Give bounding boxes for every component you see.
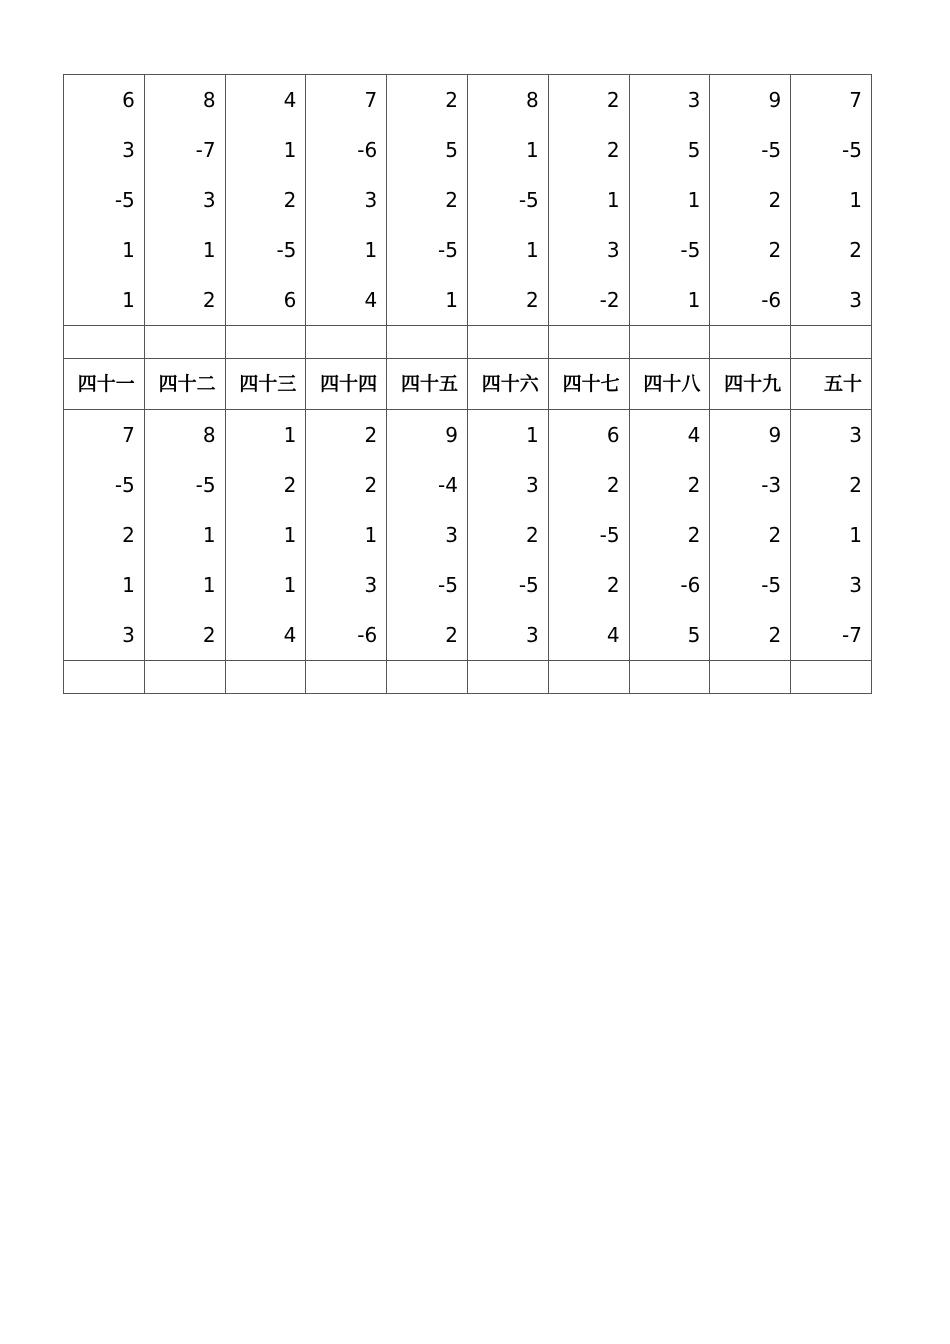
answer-cell[interactable] — [64, 326, 145, 359]
problem-label: 四十八 — [629, 359, 710, 410]
operand: 8 — [202, 423, 216, 447]
operand: 7 — [364, 88, 378, 112]
operand: 5 — [687, 138, 701, 162]
answer-cell[interactable] — [64, 661, 145, 694]
problem-label-row — [64, 359, 872, 410]
problem-column — [387, 75, 468, 326]
operand: 7 — [122, 423, 135, 447]
problem-label: 四十四 — [306, 359, 387, 410]
operand: 2 — [445, 623, 458, 647]
operand: -5 — [114, 188, 135, 212]
operand: 1 — [202, 573, 216, 597]
operand: 9 — [768, 88, 782, 112]
operand: 2 — [606, 138, 620, 162]
operand: -5 — [599, 523, 620, 547]
operand: 1 — [364, 523, 378, 547]
operand: -6 — [357, 623, 378, 647]
problem-column — [548, 75, 629, 326]
problem-column — [225, 410, 306, 661]
operand: -2 — [599, 288, 620, 312]
operand: 3 — [849, 423, 862, 447]
operand: 3 — [849, 573, 862, 597]
operand: 2 — [687, 523, 701, 547]
operand: 6 — [606, 423, 620, 447]
operand: 2 — [687, 473, 701, 497]
operand: 2 — [122, 523, 135, 547]
answer-cell[interactable] — [144, 661, 225, 694]
operand: 8 — [202, 88, 216, 112]
problem-column — [225, 75, 306, 326]
problem-column — [467, 410, 548, 661]
operand: -5 — [438, 573, 458, 597]
operand: -6 — [761, 288, 782, 312]
operand: 1 — [526, 238, 539, 262]
answer-cell[interactable] — [710, 661, 791, 694]
operand: 6 — [122, 88, 135, 112]
operand: 2 — [849, 238, 862, 262]
problem-column — [629, 75, 710, 326]
operand: 3 — [526, 473, 539, 497]
operand: 2 — [606, 473, 620, 497]
operand: 2 — [606, 573, 620, 597]
problem-label: 四十七 — [548, 359, 629, 410]
answer-cell[interactable] — [791, 661, 872, 694]
operand: 5 — [445, 138, 458, 162]
answer-row-block-1 — [64, 326, 872, 359]
answer-cell[interactable] — [629, 661, 710, 694]
operand: 2 — [283, 473, 297, 497]
operand: 1 — [202, 238, 216, 262]
operand: 2 — [768, 188, 782, 212]
answer-cell[interactable] — [467, 326, 548, 359]
problem-column — [64, 410, 145, 661]
operand: -4 — [438, 473, 458, 497]
answer-cell[interactable] — [387, 326, 468, 359]
operand: 3 — [364, 188, 378, 212]
problem-column — [710, 75, 791, 326]
operand: 1 — [849, 523, 862, 547]
problem-column — [629, 410, 710, 661]
operand: 3 — [202, 188, 216, 212]
operand: 1 — [283, 573, 297, 597]
operand: 2 — [202, 288, 216, 312]
answer-cell[interactable] — [548, 326, 629, 359]
operand: -5 — [195, 473, 216, 497]
problem-label: 四十三 — [225, 359, 306, 410]
operand: -5 — [114, 473, 135, 497]
operand: 1 — [606, 188, 620, 212]
problem-label: 四十九 — [710, 359, 791, 410]
operand: 2 — [283, 188, 297, 212]
answer-cell[interactable] — [306, 661, 387, 694]
problem-column — [548, 410, 629, 661]
operand: 4 — [364, 288, 378, 312]
operand: 1 — [283, 523, 297, 547]
problem-column — [467, 75, 548, 326]
operand: 1 — [445, 288, 458, 312]
problem-column — [306, 410, 387, 661]
operand: 1 — [849, 188, 862, 212]
operand: 2 — [202, 623, 216, 647]
problem-column — [144, 410, 225, 661]
operand: 4 — [606, 623, 620, 647]
problem-row-block-1 — [64, 75, 872, 326]
problem-label: 四十一 — [64, 359, 145, 410]
operand: 4 — [283, 88, 297, 112]
answer-cell[interactable] — [710, 326, 791, 359]
worksheet-table — [63, 74, 872, 694]
operand: -5 — [518, 188, 539, 212]
operand: 2 — [445, 188, 458, 212]
operand: -5 — [276, 238, 297, 262]
operand: -5 — [842, 138, 862, 162]
operand: -5 — [438, 238, 458, 262]
operand: 2 — [526, 288, 539, 312]
operand: -5 — [761, 138, 782, 162]
operand: 3 — [122, 138, 135, 162]
problem-column — [64, 75, 145, 326]
operand: 1 — [687, 188, 701, 212]
problem-column — [306, 75, 387, 326]
operand: 1 — [122, 288, 135, 312]
operand: 2 — [849, 473, 862, 497]
problem-label: 四十六 — [467, 359, 548, 410]
answer-cell[interactable] — [467, 661, 548, 694]
problem-label: 五十 — [791, 359, 872, 410]
operand: -7 — [842, 623, 862, 647]
problem-row-block-2 — [64, 410, 872, 661]
operand: 7 — [849, 88, 862, 112]
answer-cell[interactable] — [225, 326, 306, 359]
operand: 6 — [283, 288, 297, 312]
problem-column — [791, 75, 872, 326]
answer-cell[interactable] — [144, 326, 225, 359]
operand: -5 — [518, 573, 539, 597]
operand: 1 — [283, 423, 297, 447]
answer-cell[interactable] — [306, 326, 387, 359]
operand: 1 — [122, 573, 135, 597]
operand: 3 — [445, 523, 458, 547]
operand: -5 — [680, 238, 701, 262]
operand: 8 — [526, 88, 539, 112]
operand: 2 — [445, 88, 458, 112]
answer-cell[interactable] — [791, 326, 872, 359]
operand: 1 — [364, 238, 378, 262]
operand: -6 — [680, 573, 701, 597]
problem-label: 四十二 — [144, 359, 225, 410]
operand: 1 — [202, 523, 216, 547]
answer-cell[interactable] — [629, 326, 710, 359]
operand: -7 — [195, 138, 216, 162]
operand: 3 — [849, 288, 862, 312]
operand: 3 — [606, 238, 620, 262]
operand: 5 — [687, 623, 701, 647]
answer-cell[interactable] — [387, 661, 468, 694]
operand: 1 — [526, 138, 539, 162]
operand: 1 — [122, 238, 135, 262]
operand: 2 — [606, 88, 620, 112]
operand: -5 — [761, 573, 782, 597]
operand: -6 — [357, 138, 378, 162]
operand: 1 — [687, 288, 701, 312]
operand: 9 — [768, 423, 782, 447]
operand: 2 — [768, 523, 782, 547]
operand: 9 — [445, 423, 458, 447]
operand: 2 — [768, 623, 782, 647]
problem-column — [791, 410, 872, 661]
problem-column — [710, 410, 791, 661]
operand: 3 — [364, 573, 378, 597]
problem-column — [387, 410, 468, 661]
problem-column — [144, 75, 225, 326]
operand: 4 — [283, 623, 297, 647]
operand: 1 — [283, 138, 297, 162]
operand: 1 — [526, 423, 539, 447]
answer-cell[interactable] — [225, 661, 306, 694]
operand: 4 — [687, 423, 701, 447]
operand: 2 — [364, 473, 378, 497]
answer-row-block-2 — [64, 661, 872, 694]
operand: 3 — [687, 88, 701, 112]
operand: 2 — [526, 523, 539, 547]
problem-label: 四十五 — [387, 359, 468, 410]
operand: -3 — [761, 473, 782, 497]
operand: 3 — [122, 623, 135, 647]
operand: 2 — [768, 238, 782, 262]
answer-cell[interactable] — [548, 661, 629, 694]
operand: 2 — [364, 423, 378, 447]
operand: 3 — [526, 623, 539, 647]
